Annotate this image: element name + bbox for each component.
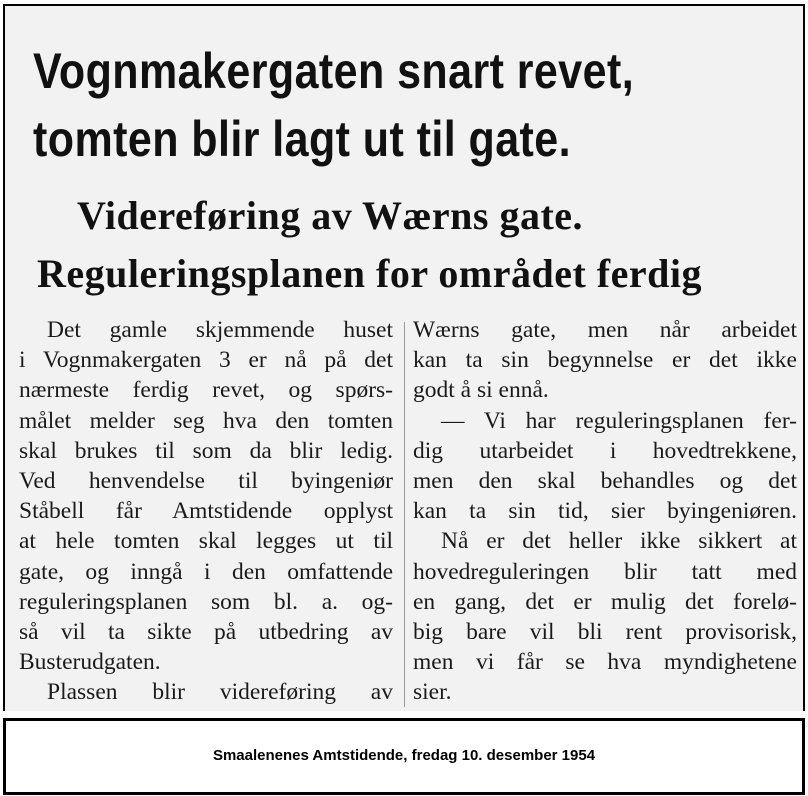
column-line: dig utarbeidet i hovedtrekkene, — [413, 437, 797, 464]
column-line: Busterudgaten. — [19, 649, 161, 676]
headline-line-1: Vognmakergaten snart revet, — [33, 43, 635, 99]
headline-line-2: tomten blir lagt ut til gate. — [33, 111, 572, 167]
caption-box — [3, 718, 805, 795]
column-line: at hele tomten skal legges ut til — [19, 528, 393, 555]
column-line: — Vi har reguleringsplanen fer- — [441, 407, 797, 434]
column-line: sier. — [413, 679, 452, 706]
newspaper-clipping — [3, 4, 805, 711]
article-column-left — [19, 315, 393, 708]
column-line: Nå er det heller ikke sikkert at — [441, 528, 797, 555]
column-line: men den skal behandles og det — [413, 468, 797, 495]
column-line: reguleringsplanen som bl. a. og- — [19, 588, 393, 615]
column-line: kan ta sin begynnelse er det ikke — [413, 347, 797, 374]
column-line: godt å si ennå. — [413, 377, 549, 404]
column-line: i Vognmakergaten 3 er nå på det — [19, 347, 393, 374]
column-line: nærmeste ferdig revet, og spørs- — [19, 377, 393, 404]
subheadline-line-1: Videreføring av Wærns gate. — [77, 193, 584, 238]
column-line: skal brukes til som da blir ledig. — [19, 437, 393, 464]
source-caption: Smaalenenes Amtstidende, fredag 10. desember 1954 — [212, 747, 596, 764]
column-line: en gang, det er mulig det forelø- — [413, 588, 797, 615]
column-divider — [404, 322, 405, 707]
column-line: målet melder seg hva den tomten — [19, 407, 393, 434]
column-line: Ved henvendelse til byingeniør — [19, 468, 393, 495]
column-line: big bare vil bli rent provisorisk, — [413, 619, 797, 646]
column-line: gate, og inngå i den omfattende — [19, 558, 393, 585]
subheadline-line-2: Reguleringsplanen for området ferdig — [37, 251, 702, 296]
column-line: kan ta sin tid, sier byingeniøren. — [413, 498, 797, 525]
column-line: Ståbell får Amtstidende opplyst — [19, 498, 393, 525]
column-line: men vi får se hva myndighetene — [413, 649, 797, 676]
column-line: Det gamle skjemmende huset — [47, 317, 393, 343]
column-line: Wærns gate, men når arbeidet — [413, 317, 797, 343]
column-line: Plassen blir videreføring av — [47, 679, 393, 706]
article-column-right — [413, 315, 797, 708]
column-line: hovedreguleringen blir tatt med — [413, 558, 797, 585]
column-line: så vil ta sikte på utbedring av — [19, 619, 393, 646]
